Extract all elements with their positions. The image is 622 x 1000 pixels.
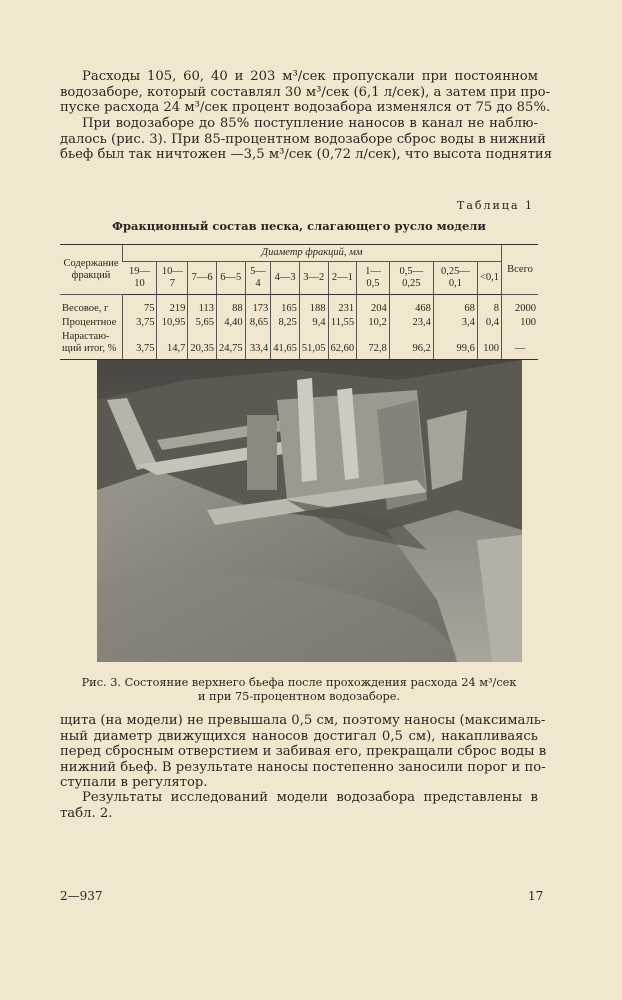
caption-line: Рис. 3. Состояние верхнего бьефа после прохождения расхода 24 м³/сек — [81, 676, 517, 689]
table-cell: 4,40 — [216, 317, 245, 331]
paragraph-3 — [60, 713, 547, 791]
row-label: Нарастаю-щий итог, % — [60, 331, 123, 360]
table-cell: 33,4 — [245, 331, 271, 360]
group-header-text: Диаметр фракций, мм — [261, 247, 363, 258]
text-line: ступали в регулятор. — [60, 775, 208, 790]
printer-signature: 2—937 — [60, 889, 103, 903]
figure-caption — [60, 676, 538, 704]
table-cell: 219 — [157, 295, 188, 318]
table-cell: 5,65 — [188, 317, 217, 331]
table-cell: 113 — [188, 295, 217, 318]
column-header: 6—5 — [216, 262, 245, 295]
paragraph-2 — [60, 116, 553, 163]
column-header: 0,25—0,1 — [433, 262, 477, 295]
text-line: бьеф был так ничтожен —3,5 м³/сек (0,72 л/сек), что высота поднятия — [60, 147, 553, 162]
table-cell: 3,75 — [123, 331, 157, 360]
table-cell: 204 — [357, 295, 390, 318]
text-line: пуске расхода 24 м³/сек процент водозабора изменялся от 75 до 85%. — [60, 100, 551, 115]
paragraph-1 — [60, 69, 551, 116]
table-cell: 75 — [123, 295, 157, 318]
table-cell: 24,75 — [216, 331, 245, 360]
table-cell: 188 — [299, 295, 328, 318]
total-cell: 2000 — [502, 295, 539, 318]
text-line: далось (рис. 3). При 85-процентном водозаборе сброс воды в нижний — [60, 131, 546, 147]
column-header: <0,1 — [477, 262, 501, 295]
model-photo — [97, 360, 522, 662]
row-label: Весовое, г — [62, 303, 109, 314]
table-row — [60, 331, 538, 360]
text-line: нижний бьеф. В результате наносы постепенно заносили порог и по- — [60, 759, 546, 775]
column-header: 7—6 — [188, 262, 217, 295]
table-cell: 51,05 — [299, 331, 328, 360]
table-cell: 72,8 — [357, 331, 390, 360]
table-cell: 468 — [389, 295, 433, 318]
text-line: водозаборе, который составлял 30 м³/сек (6,1 л/сек), а затем при про- — [60, 84, 551, 100]
table-cell: 96,2 — [389, 331, 433, 360]
column-header: 3—2 — [299, 262, 328, 295]
total-header: Всего — [502, 245, 539, 295]
table-cell: 8,25 — [271, 317, 300, 331]
table-cell: 14,7 — [157, 331, 188, 360]
table-cell: 20,35 — [188, 331, 217, 360]
table-cell: 9,4 — [299, 317, 328, 331]
diameter-group-header — [123, 245, 502, 262]
table-title: Фракционный состав песка, слагающего русло модели — [112, 219, 486, 233]
total-cell: — — [502, 331, 539, 360]
table-cell: 23,4 — [389, 317, 433, 331]
table-cell: 8 — [477, 295, 501, 318]
text-line: табл. 2. — [60, 805, 113, 821]
table-number: Таблица 1 — [457, 199, 534, 212]
table-cell: 231 — [328, 295, 357, 318]
column-header: 1—0,5 — [357, 262, 390, 295]
table-cell: 99,6 — [433, 331, 477, 360]
text-line: Результаты исследований модели водозабора представлены в — [82, 790, 538, 805]
text-line: ный диаметр движущихся наносов достигал 0,5 см), накапливаясь — [60, 728, 538, 744]
text-line: перед сбросным отверстием и забивая его, прекращали сброс воды в — [60, 744, 547, 759]
fraction-table — [60, 244, 538, 360]
table-cell: 68 — [433, 295, 477, 318]
paragraph-4 — [60, 790, 538, 821]
caption-line: и при 75-процентном водозаборе. — [197, 690, 401, 703]
text-line: Расходы 105, 60, 40 и 203 м³/сек пропускали при постоянном — [82, 69, 538, 84]
page-number: 17 — [528, 889, 544, 903]
table-cell: 11,55 — [328, 317, 357, 331]
column-header: 10—7 — [157, 262, 188, 295]
table-cell: 3,4 — [433, 317, 477, 331]
column-header: 2—1 — [328, 262, 357, 295]
table-cell: 3,75 — [123, 317, 157, 331]
column-header: 4—3 — [271, 262, 300, 295]
table-row — [60, 317, 538, 331]
table-cell: 88 — [216, 295, 245, 318]
table-row — [60, 295, 538, 318]
table-cell: 0,4 — [477, 317, 501, 331]
table-cell: 8,65 — [245, 317, 271, 331]
table-cell: 10,2 — [357, 317, 390, 331]
model-photo-drawing — [97, 360, 522, 662]
table-cell: 165 — [271, 295, 300, 318]
column-header: 0,5—0,25 — [389, 262, 433, 295]
total-cell: 100 — [502, 317, 539, 331]
table-cell: 10,95 — [157, 317, 188, 331]
text-line: щита (на модели) не превышала 0,5 см, поэтому наносы (максималь- — [60, 713, 546, 728]
table-cell: 100 — [477, 331, 501, 360]
table-cell: 41,65 — [271, 331, 300, 360]
column-header: 19—10 — [123, 262, 157, 295]
row-label: Процентное — [62, 317, 117, 328]
text-line: При водозаборе до 85% поступление наносов в канал не наблю- — [82, 116, 538, 131]
column-header: 5—4 — [245, 262, 271, 295]
row-header-cell: Содержание фракций — [60, 245, 123, 295]
table-cell: 62,60 — [328, 331, 357, 360]
table-cell: 173 — [245, 295, 271, 318]
